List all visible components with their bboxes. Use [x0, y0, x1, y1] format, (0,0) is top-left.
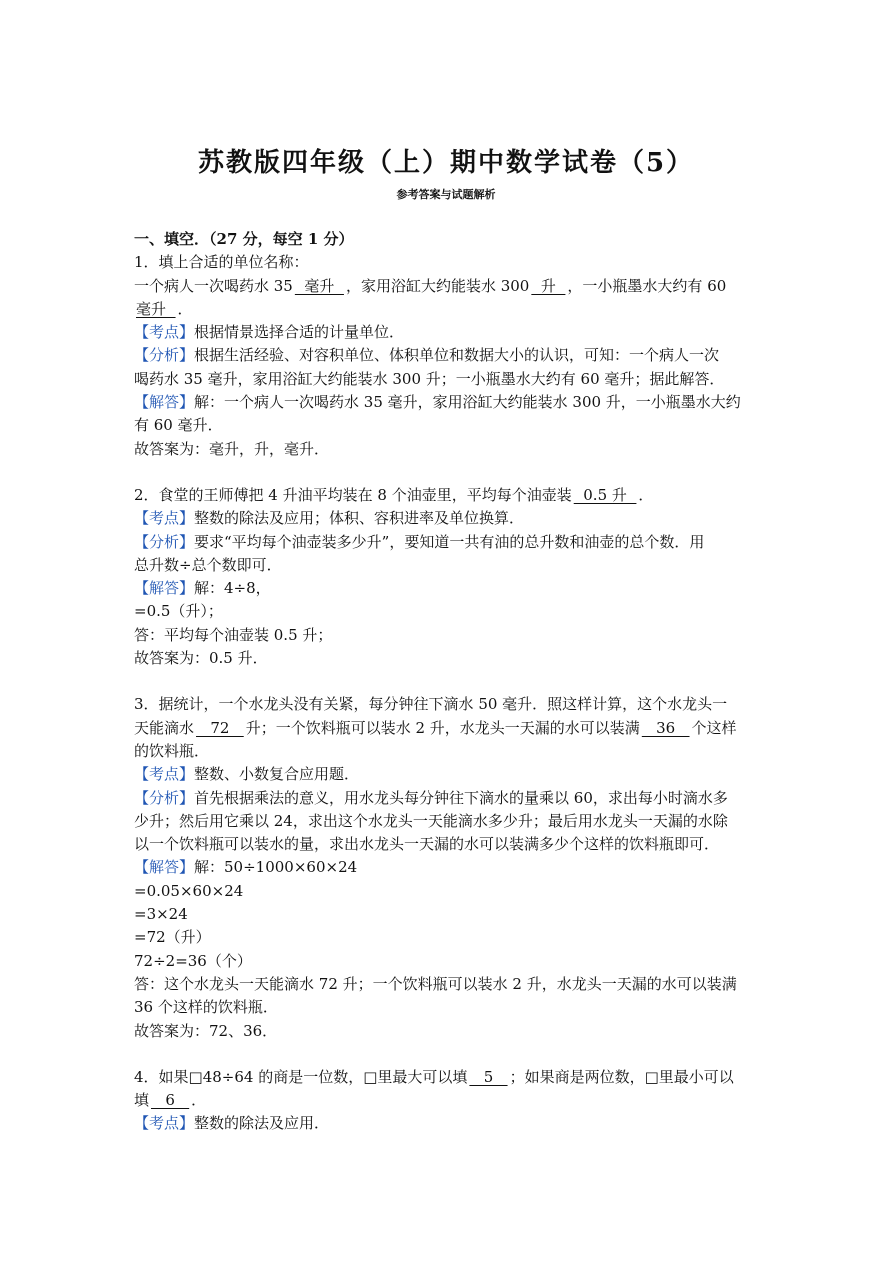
q2-stem: [134, 484, 759, 507]
q3-jieda-4: =72（升）: [134, 928, 211, 947]
q2-answer: 故答案为：0.5 升．: [134, 649, 268, 668]
section-heading: 一、填空．（27 分，每空 1 分）: [134, 230, 354, 248]
q3-fenxi-2: 少升；然后用它乘以 24，求出这个水龙头一天能滴水多少升；最后用水龙头一天漏的水除: [134, 811, 728, 830]
q2-answer-blank: 0.5 升: [573, 485, 637, 504]
tag-fenxi: 【分析】: [134, 346, 195, 365]
tag-fenxi: 【分析】: [134, 532, 195, 551]
q1-line1: [134, 275, 759, 298]
tag-jieda: 【解答】: [134, 579, 195, 598]
tag-kaodian: 【考点】: [134, 323, 195, 342]
q1-answer-blank-2: 升: [531, 276, 566, 295]
q1-jieda-text-1: 解：一个病人一次喝药水 35 毫升，家用浴缸大约能装水 300 升，一小瓶墨水大约: [194, 393, 741, 412]
q1-answer: 故答案为：毫升，升，毫升．: [134, 439, 330, 458]
q3-stem-text-a: 天能滴水: [134, 718, 195, 737]
q2-jieda-3: 答：平均每个油壶装 0.5 升；: [134, 625, 333, 644]
q2-stem-text: 2．食堂的王师傅把 4 升油平均装在 8 个油壶里，平均每个油壶装: [134, 485, 572, 504]
q3-stem-text-c: 个这样: [691, 718, 737, 737]
q4-answer-blank-1: 5: [469, 1067, 508, 1086]
q2-fenxi-2: 总升数÷总个数即可．: [134, 555, 282, 574]
q3-stem-1: 3．据统计，一个水龙头没有关紧，每分钟往下滴水 50 毫升．照这样计算，这个水龙头一: [134, 695, 728, 714]
q3-stem-2: [134, 717, 759, 740]
q4-stem-1: [134, 1066, 759, 1089]
q1-fenxi: [134, 344, 759, 367]
q3-answer-blank-1: 72: [196, 718, 244, 737]
page-title: 苏教版四年级（上）期中数学试卷（5）: [197, 148, 695, 178]
q3-fenxi-3: 以一个饮料瓶可以装水的量，求出水龙头一天漏的水可以装满多少个这样的饮料瓶即可．: [134, 835, 720, 854]
q1-line2: [134, 298, 759, 321]
q2-fenxi-text-1: 要求“平均每个油壶装多少升”，要知道一共有油的总升数和油壶的总个数．用: [194, 532, 705, 551]
q2-kaodian-text: 整数的除法及应用；体积、容积进率及单位换算．: [194, 509, 525, 528]
document-body: [134, 228, 759, 1136]
q1-jieda-2: 有 60 毫升．: [134, 416, 223, 435]
q3-fenxi: [134, 787, 759, 810]
tag-kaodian: 【考点】: [134, 1114, 195, 1133]
q4-stem-2: [134, 1089, 759, 1112]
q2-fenxi: [134, 531, 759, 554]
tag-jieda: 【解答】: [134, 393, 195, 412]
q1-jieda: [134, 391, 759, 414]
q3-stem-3: 的饮料瓶．: [134, 741, 210, 760]
q1-text-a: 一个病人一次喝药水 35: [134, 276, 293, 295]
q3-fenxi-text-1: 首先根据乘法的意义，用水龙头每分钟往下滴水的量乘以 60，求出每小时滴水多: [194, 788, 728, 807]
q3-kaodian: [134, 763, 759, 786]
q3-jieda-3: =3×24: [134, 905, 188, 924]
q4-answer-blank-2: 6: [151, 1091, 190, 1110]
q1-kaodian: [134, 321, 759, 344]
q4-stem-text-d: ．: [191, 1091, 207, 1110]
q3-jieda-6: 答：这个水龙头一天能滴水 72 升；一个饮料瓶可以装水 2 升，水龙头一天漏的水可以装满: [134, 974, 737, 993]
q1-kaodian-text: 根据情景选择合适的计量单位．: [194, 323, 405, 342]
q4-kaodian-text: 整数的除法及应用．: [194, 1114, 330, 1133]
q2-jieda: [134, 577, 759, 600]
tag-kaodian: 【考点】: [134, 509, 195, 528]
q2-jieda-2: =0.5（升）；: [134, 602, 223, 621]
q3-stem-text-b: 升；一个饮料瓶可以装水 2 升，水龙头一天漏的水可以装满: [245, 718, 640, 737]
tag-jieda: 【解答】: [134, 858, 195, 877]
q3-jieda-2: =0.05×60×24: [134, 881, 244, 900]
q3-jieda: [134, 856, 759, 879]
q1-fenxi-2: 喝药水 35 毫升，家用浴缸大约能装水 300 升；一小瓶墨水大约有 60 毫升；据此解答．: [134, 369, 725, 388]
q3-jieda-7: 36 个这样的饮料瓶．: [134, 998, 278, 1017]
q1-text-c: ，一小瓶墨水大约有 60: [567, 276, 727, 295]
q2-jieda-text-1: 解：4÷8，: [194, 579, 271, 598]
q3-jieda-5: 72÷2=36（个）: [134, 951, 252, 970]
q1-fenxi-text-1: 根据生活经验、对容积单位、体积单位和数据大小的认识，可知：一个病人一次: [194, 346, 720, 365]
q4-kaodian: [134, 1112, 759, 1135]
q1-line2-end: ．: [177, 299, 193, 318]
tag-kaodian: 【考点】: [134, 765, 195, 784]
q2-stem-end: ．: [638, 485, 654, 504]
q1-stem: 1．填上合适的单位名称：: [134, 253, 309, 272]
page-subtitle: 参考答案与试题解析: [396, 188, 496, 201]
q3-kaodian-text: 整数、小数复合应用题．: [194, 765, 360, 784]
q1-answer-blank-3: 毫升: [136, 299, 176, 318]
q3-answer: 故答案为：72、36．: [134, 1021, 278, 1040]
q4-stem-text-c: 填: [134, 1091, 150, 1110]
q1-text-b: ，家用浴缸大约能装水 300: [345, 276, 530, 295]
q3-jieda-text-1: 解：50÷1000×60×24: [194, 858, 358, 877]
q1-answer-blank-1: 毫升: [294, 276, 344, 295]
q4-stem-text-a: 4．如果□48÷64 的商是一位数，□里最大可以填: [134, 1067, 468, 1086]
q4-stem-text-b: ；如果商是两位数，□里最小可以: [509, 1067, 734, 1086]
tag-fenxi: 【分析】: [134, 788, 195, 807]
q3-answer-blank-2: 36: [641, 718, 690, 737]
q2-kaodian: [134, 507, 759, 530]
